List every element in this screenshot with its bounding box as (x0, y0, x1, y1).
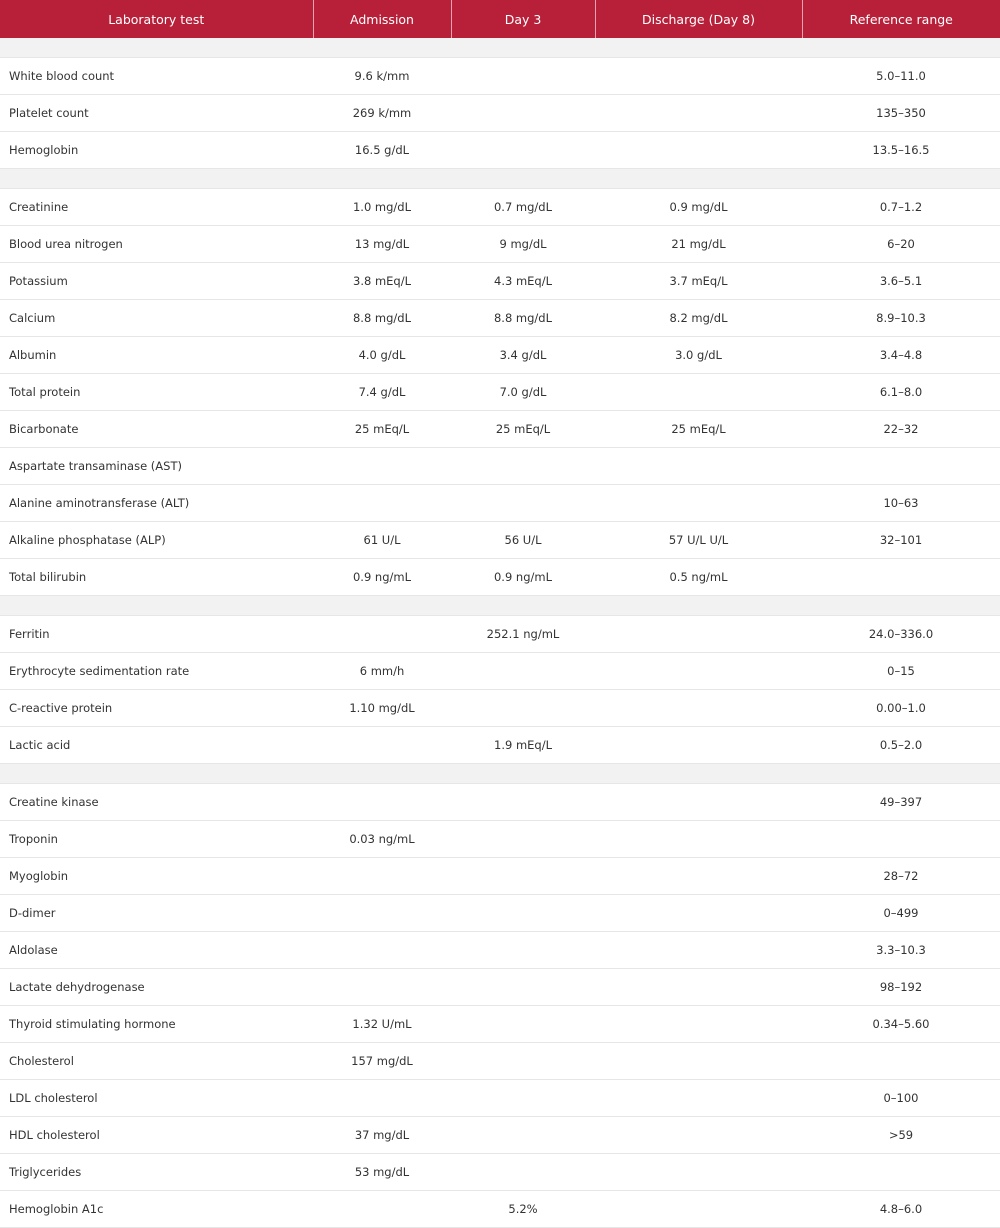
reference-range-cell: 4.8–6.0 (802, 1191, 1000, 1228)
discharge-cell (595, 448, 802, 485)
admission-cell (313, 1191, 451, 1228)
discharge-cell: 0.5 ng/mL (595, 559, 802, 596)
discharge-cell (595, 1080, 802, 1117)
day-3-cell (451, 1080, 595, 1117)
discharge-cell (595, 690, 802, 727)
test-name-cell: Hemoglobin (0, 132, 313, 169)
discharge-cell (595, 485, 802, 522)
day-3-cell: 252.1 ng/mL (451, 616, 595, 653)
table-row (0, 263, 1000, 300)
reference-range-cell (802, 448, 1000, 485)
table-row (0, 932, 1000, 969)
discharge-cell (595, 1117, 802, 1154)
discharge-cell (595, 821, 802, 858)
reference-range-cell: 32–101 (802, 522, 1000, 559)
section-separator-row (0, 38, 1000, 58)
table-row (0, 132, 1000, 169)
day-3-cell (451, 821, 595, 858)
table-row (0, 337, 1000, 374)
day-3-cell: 4.3 mEq/L (451, 263, 595, 300)
day-3-cell (451, 1006, 595, 1043)
discharge-cell (595, 969, 802, 1006)
admission-cell (313, 895, 451, 932)
admission-cell: 4.0 g/dL (313, 337, 451, 374)
test-name-cell: Blood urea nitrogen (0, 226, 313, 263)
admission-cell: 16.5 g/dL (313, 132, 451, 169)
reference-range-cell: 0.5–2.0 (802, 727, 1000, 764)
admission-cell: 8.8 mg/dL (313, 300, 451, 337)
reference-range-cell: 3.6–5.1 (802, 263, 1000, 300)
table-row (0, 226, 1000, 263)
test-name-cell: D-dimer (0, 895, 313, 932)
admission-cell: 157 mg/dL (313, 1043, 451, 1080)
test-name-cell: C-reactive protein (0, 690, 313, 727)
discharge-cell (595, 784, 802, 821)
table-body (0, 38, 1000, 1228)
table-row (0, 969, 1000, 1006)
table-row (0, 690, 1000, 727)
day-3-cell: 9 mg/dL (451, 226, 595, 263)
section-separator-row (0, 596, 1000, 616)
day-3-cell (451, 448, 595, 485)
discharge-cell: 3.7 mEq/L (595, 263, 802, 300)
header-laboratory-test: Laboratory test (0, 0, 313, 38)
day-3-cell: 3.4 g/dL (451, 337, 595, 374)
reference-range-cell (802, 559, 1000, 596)
test-name-cell: Alkaline phosphatase (ALP) (0, 522, 313, 559)
day-3-cell (451, 858, 595, 895)
test-name-cell: Total protein (0, 374, 313, 411)
day-3-cell: 1.9 mEq/L (451, 727, 595, 764)
day-3-cell: 25 mEq/L (451, 411, 595, 448)
admission-cell (313, 932, 451, 969)
discharge-cell (595, 653, 802, 690)
day-3-cell (451, 1043, 595, 1080)
table-row (0, 411, 1000, 448)
admission-cell (313, 1080, 451, 1117)
reference-range-cell: 3.4–4.8 (802, 337, 1000, 374)
admission-cell: 53 mg/dL (313, 1154, 451, 1191)
day-3-cell: 5.2% (451, 1191, 595, 1228)
table-row (0, 1191, 1000, 1228)
admission-cell: 1.0 mg/dL (313, 189, 451, 226)
day-3-cell (451, 1117, 595, 1154)
reference-range-cell: 0.00–1.0 (802, 690, 1000, 727)
section-separator (0, 38, 1000, 58)
table-row (0, 189, 1000, 226)
test-name-cell: Total bilirubin (0, 559, 313, 596)
discharge-cell (595, 1154, 802, 1191)
table-row (0, 1006, 1000, 1043)
day-3-cell: 7.0 g/dL (451, 374, 595, 411)
reference-range-cell: 5.0–11.0 (802, 58, 1000, 95)
header-day-3: Day 3 (451, 0, 595, 38)
discharge-cell (595, 727, 802, 764)
reference-range-cell: 0–15 (802, 653, 1000, 690)
test-name-cell: Aspartate transaminase (AST) (0, 448, 313, 485)
test-name-cell: Troponin (0, 821, 313, 858)
table-row (0, 95, 1000, 132)
table-row (0, 448, 1000, 485)
header-admission: Admission (313, 0, 451, 38)
table-row (0, 1117, 1000, 1154)
discharge-cell: 0.9 mg/dL (595, 189, 802, 226)
reference-range-cell: 135–350 (802, 95, 1000, 132)
reference-range-cell: 22–32 (802, 411, 1000, 448)
day-3-cell (451, 969, 595, 1006)
table-row (0, 300, 1000, 337)
section-separator-row (0, 169, 1000, 189)
discharge-cell (595, 132, 802, 169)
table-row (0, 858, 1000, 895)
reference-range-cell (802, 1154, 1000, 1191)
test-name-cell: Triglycerides (0, 1154, 313, 1191)
reference-range-cell: 3.3–10.3 (802, 932, 1000, 969)
reference-range-cell: 98–192 (802, 969, 1000, 1006)
test-name-cell: Lactic acid (0, 727, 313, 764)
table-row (0, 374, 1000, 411)
admission-cell (313, 727, 451, 764)
admission-cell: 13 mg/dL (313, 226, 451, 263)
table-row (0, 727, 1000, 764)
discharge-cell (595, 1043, 802, 1080)
test-name-cell: Aldolase (0, 932, 313, 969)
admission-cell: 25 mEq/L (313, 411, 451, 448)
test-name-cell: Ferritin (0, 616, 313, 653)
admission-cell (313, 858, 451, 895)
discharge-cell (595, 95, 802, 132)
reference-range-cell: 10–63 (802, 485, 1000, 522)
day-3-cell (451, 690, 595, 727)
header-discharge: Discharge (Day 8) (595, 0, 802, 38)
test-name-cell: Lactate dehydrogenase (0, 969, 313, 1006)
reference-range-cell: 0.7–1.2 (802, 189, 1000, 226)
table-row (0, 653, 1000, 690)
test-name-cell: Platelet count (0, 95, 313, 132)
admission-cell (313, 616, 451, 653)
day-3-cell (451, 784, 595, 821)
discharge-cell: 21 mg/dL (595, 226, 802, 263)
reference-range-cell: 0.34–5.60 (802, 1006, 1000, 1043)
discharge-cell: 25 mEq/L (595, 411, 802, 448)
test-name-cell: Albumin (0, 337, 313, 374)
admission-cell: 6 mm/h (313, 653, 451, 690)
admission-cell: 37 mg/dL (313, 1117, 451, 1154)
section-separator (0, 764, 1000, 784)
day-3-cell (451, 932, 595, 969)
test-name-cell: White blood count (0, 58, 313, 95)
reference-range-cell: 49–397 (802, 784, 1000, 821)
reference-range-cell: 0–100 (802, 1080, 1000, 1117)
discharge-cell (595, 58, 802, 95)
reference-range-cell (802, 821, 1000, 858)
table-header (0, 0, 1000, 38)
section-separator (0, 596, 1000, 616)
reference-range-cell: >59 (802, 1117, 1000, 1154)
discharge-cell (595, 1191, 802, 1228)
discharge-cell: 57 U/L U/L (595, 522, 802, 559)
reference-range-cell (802, 1043, 1000, 1080)
admission-cell: 0.9 ng/mL (313, 559, 451, 596)
discharge-cell: 8.2 mg/dL (595, 300, 802, 337)
table-row (0, 1080, 1000, 1117)
admission-cell: 269 k/mm (313, 95, 451, 132)
day-3-cell: 0.9 ng/mL (451, 559, 595, 596)
test-name-cell: Calcium (0, 300, 313, 337)
header-row (0, 0, 1000, 38)
discharge-cell (595, 616, 802, 653)
header-reference-range: Reference range (802, 0, 1000, 38)
test-name-cell: Erythrocyte sedimentation rate (0, 653, 313, 690)
table-row (0, 821, 1000, 858)
test-name-cell: Bicarbonate (0, 411, 313, 448)
table-row (0, 784, 1000, 821)
table-row (0, 559, 1000, 596)
day-3-cell (451, 1154, 595, 1191)
admission-cell: 3.8 mEq/L (313, 263, 451, 300)
section-separator-row (0, 764, 1000, 784)
admission-cell: 9.6 k/mm (313, 58, 451, 95)
day-3-cell (451, 485, 595, 522)
day-3-cell: 56 U/L (451, 522, 595, 559)
test-name-cell: Myoglobin (0, 858, 313, 895)
admission-cell: 0.03 ng/mL (313, 821, 451, 858)
discharge-cell (595, 932, 802, 969)
admission-cell: 7.4 g/dL (313, 374, 451, 411)
test-name-cell: Hemoglobin A1c (0, 1191, 313, 1228)
reference-range-cell: 6.1–8.0 (802, 374, 1000, 411)
reference-range-cell: 6–20 (802, 226, 1000, 263)
test-name-cell: Potassium (0, 263, 313, 300)
admission-cell: 1.10 mg/dL (313, 690, 451, 727)
day-3-cell (451, 653, 595, 690)
test-name-cell: Cholesterol (0, 1043, 313, 1080)
discharge-cell (595, 1006, 802, 1043)
day-3-cell: 8.8 mg/dL (451, 300, 595, 337)
reference-range-cell: 24.0–336.0 (802, 616, 1000, 653)
test-name-cell: Thyroid stimulating hormone (0, 1006, 313, 1043)
discharge-cell (595, 895, 802, 932)
reference-range-cell: 28–72 (802, 858, 1000, 895)
table-row (0, 895, 1000, 932)
admission-cell (313, 969, 451, 1006)
table-row (0, 58, 1000, 95)
day-3-cell (451, 895, 595, 932)
admission-cell (313, 485, 451, 522)
day-3-cell (451, 58, 595, 95)
discharge-cell: 3.0 g/dL (595, 337, 802, 374)
table-row (0, 1043, 1000, 1080)
reference-range-cell: 0–499 (802, 895, 1000, 932)
admission-cell: 61 U/L (313, 522, 451, 559)
test-name-cell: HDL cholesterol (0, 1117, 313, 1154)
day-3-cell (451, 132, 595, 169)
table-row (0, 522, 1000, 559)
test-name-cell: LDL cholesterol (0, 1080, 313, 1117)
test-name-cell: Alanine aminotransferase (ALT) (0, 485, 313, 522)
day-3-cell (451, 95, 595, 132)
table-row (0, 616, 1000, 653)
reference-range-cell: 13.5–16.5 (802, 132, 1000, 169)
admission-cell: 1.32 U/mL (313, 1006, 451, 1043)
test-name-cell: Creatine kinase (0, 784, 313, 821)
admission-cell (313, 448, 451, 485)
admission-cell (313, 784, 451, 821)
test-name-cell: Creatinine (0, 189, 313, 226)
discharge-cell (595, 858, 802, 895)
reference-range-cell: 8.9–10.3 (802, 300, 1000, 337)
day-3-cell: 0.7 mg/dL (451, 189, 595, 226)
discharge-cell (595, 374, 802, 411)
table-row (0, 1154, 1000, 1191)
table-row (0, 485, 1000, 522)
section-separator (0, 169, 1000, 189)
